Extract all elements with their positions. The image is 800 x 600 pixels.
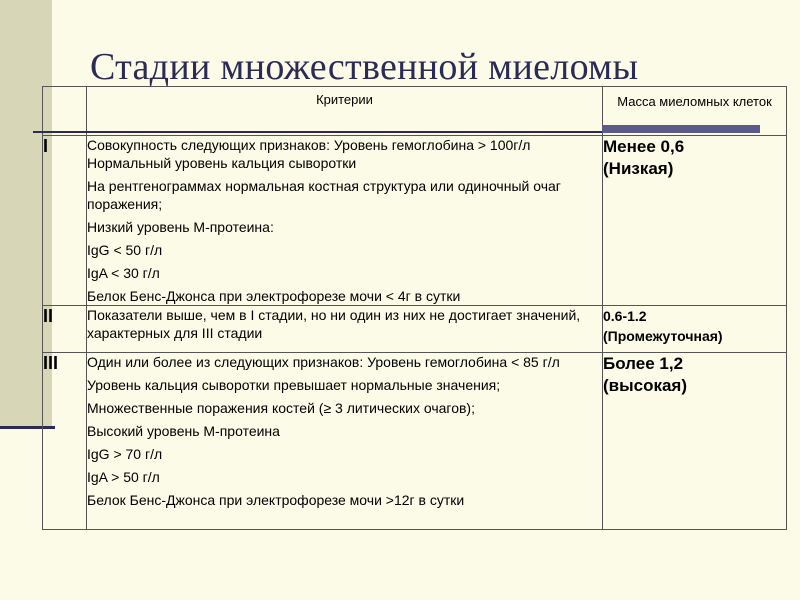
mass-value: 0.6-1.2 — [603, 308, 647, 324]
mass-category: (высокая) — [603, 376, 688, 395]
mass-cell — [603, 353, 787, 530]
header-stage — [43, 87, 87, 136]
mass-category: (Низкая) — [603, 159, 674, 178]
criteria-line: IgG > 70 г/л — [87, 446, 163, 462]
criteria-line: На рентгенограммах нормальная костная структура или одиночный очаг поражения; — [87, 178, 561, 212]
header-mass-label: Масса миеломных клеток — [617, 94, 772, 109]
stages-table — [42, 86, 787, 530]
header-criteria — [87, 87, 603, 136]
criteria-line: Низкий уровень М-протеина: — [87, 219, 274, 235]
criteria-line: Высокий уровень М-протеина — [87, 423, 280, 439]
criteria-line: Белок Бенс-Джонса при электрофорезе мочи < 4г в сутки — [87, 288, 461, 304]
header-criteria-label: Критерии — [316, 92, 373, 107]
criteria-line: Совокупность следующих признаков: Уровень гемоглобина > 100г/л Нормальный уровень кальция сыворотки — [87, 137, 531, 171]
mass-value: Более 1,2 — [603, 354, 684, 373]
title-divider-accent — [602, 125, 760, 133]
criteria-line: Белок Бенс-Джонса при электрофорезе мочи >12г в сутки — [87, 492, 465, 508]
table-row-stage-3 — [43, 353, 787, 530]
page-title: Стадии множественной миеломы — [90, 46, 639, 88]
criteria-line: Уровень кальция сыворотки превышает нормальные значения; — [87, 377, 501, 393]
criteria-cell — [87, 136, 603, 306]
criteria-line: IgG < 50 г/л — [87, 242, 163, 258]
stage-label: I — [43, 136, 87, 306]
mass-cell — [603, 136, 787, 306]
criteria-cell — [87, 353, 603, 530]
mass-value: Менее 0,6 — [603, 137, 685, 156]
criteria-line: IgA < 30 г/л — [87, 265, 160, 281]
stage-label: III — [43, 353, 87, 530]
mass-cell — [603, 306, 787, 353]
criteria-line: Один или более из следующих признаков: Уровень гемоглобина < 85 г/л — [87, 354, 560, 370]
stage-label: II — [43, 306, 87, 353]
table-row-stage-2 — [43, 306, 787, 353]
criteria-line: IgA > 50 г/л — [87, 469, 160, 485]
criteria-cell — [87, 306, 603, 353]
table-row-stage-1 — [43, 136, 787, 306]
mass-category: (Промежуточная) — [603, 328, 723, 344]
criteria-line: Показатели выше, чем в I стадии, но ни один из них не достигает значений, характерных для III стадии — [87, 307, 581, 341]
criteria-line: Множественные поражения костей (≥ 3 литических очагов); — [87, 400, 475, 416]
